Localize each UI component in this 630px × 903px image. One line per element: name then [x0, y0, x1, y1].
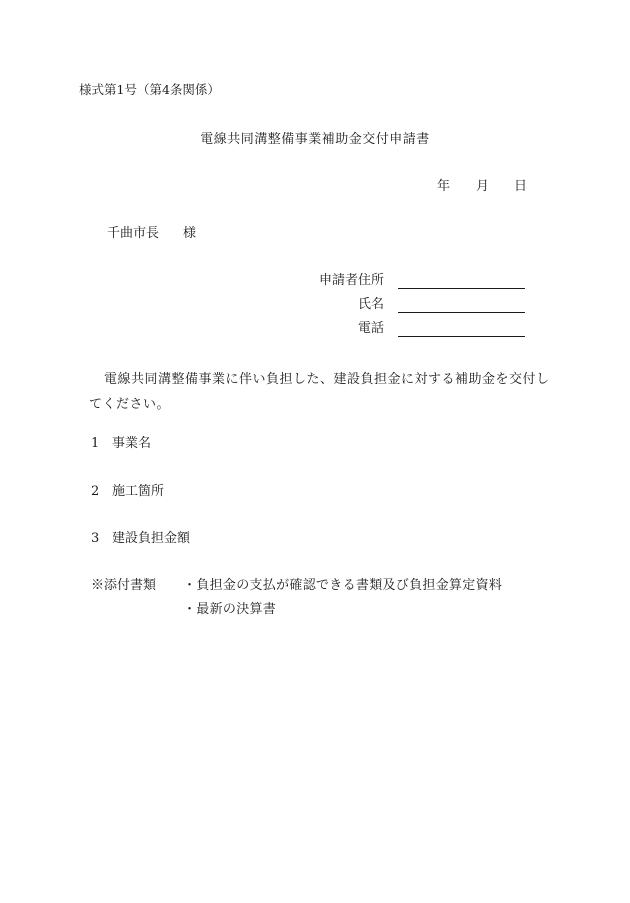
- attachment-item: ・負担金の支払が確認できる書類及び負担金算定資料: [183, 578, 503, 593]
- applicant-name-field[interactable]: [398, 298, 525, 313]
- addressee-honorific: 様: [183, 226, 197, 241]
- form-number: 様式第1号（第4条関係）: [79, 82, 220, 97]
- item-label-construction-site: 施工箇所: [112, 484, 165, 499]
- applicant-address-field[interactable]: [398, 274, 525, 289]
- applicant-address-label: 申請者住所: [318, 273, 384, 288]
- attachment-item: ・最新の決算書: [183, 602, 277, 617]
- attachments-label: ※添付書類: [91, 578, 157, 593]
- item-number: 2: [91, 484, 100, 499]
- addressee-name: 千曲市長: [107, 226, 160, 241]
- date-year-label: 年: [437, 179, 451, 194]
- item-label-project-name: 事業名: [112, 436, 152, 451]
- applicant-phone-label: 電話: [357, 321, 384, 336]
- request-body-text: 電線共同溝整備事業に伴い負担した、建設負担金に対する補助金を交付してください。: [89, 372, 550, 412]
- applicant-phone-field[interactable]: [398, 322, 525, 337]
- item-label-construction-charge: 建設負担金額: [112, 531, 191, 546]
- item-number: 1: [91, 436, 100, 451]
- applicant-name-label: 氏名: [357, 297, 384, 312]
- item-number: 3: [91, 531, 100, 546]
- date-month-label: 月: [476, 179, 490, 194]
- document-title: 電線共同溝整備事業補助金交付申請書: [200, 132, 430, 147]
- date-day-label: 日: [514, 179, 528, 194]
